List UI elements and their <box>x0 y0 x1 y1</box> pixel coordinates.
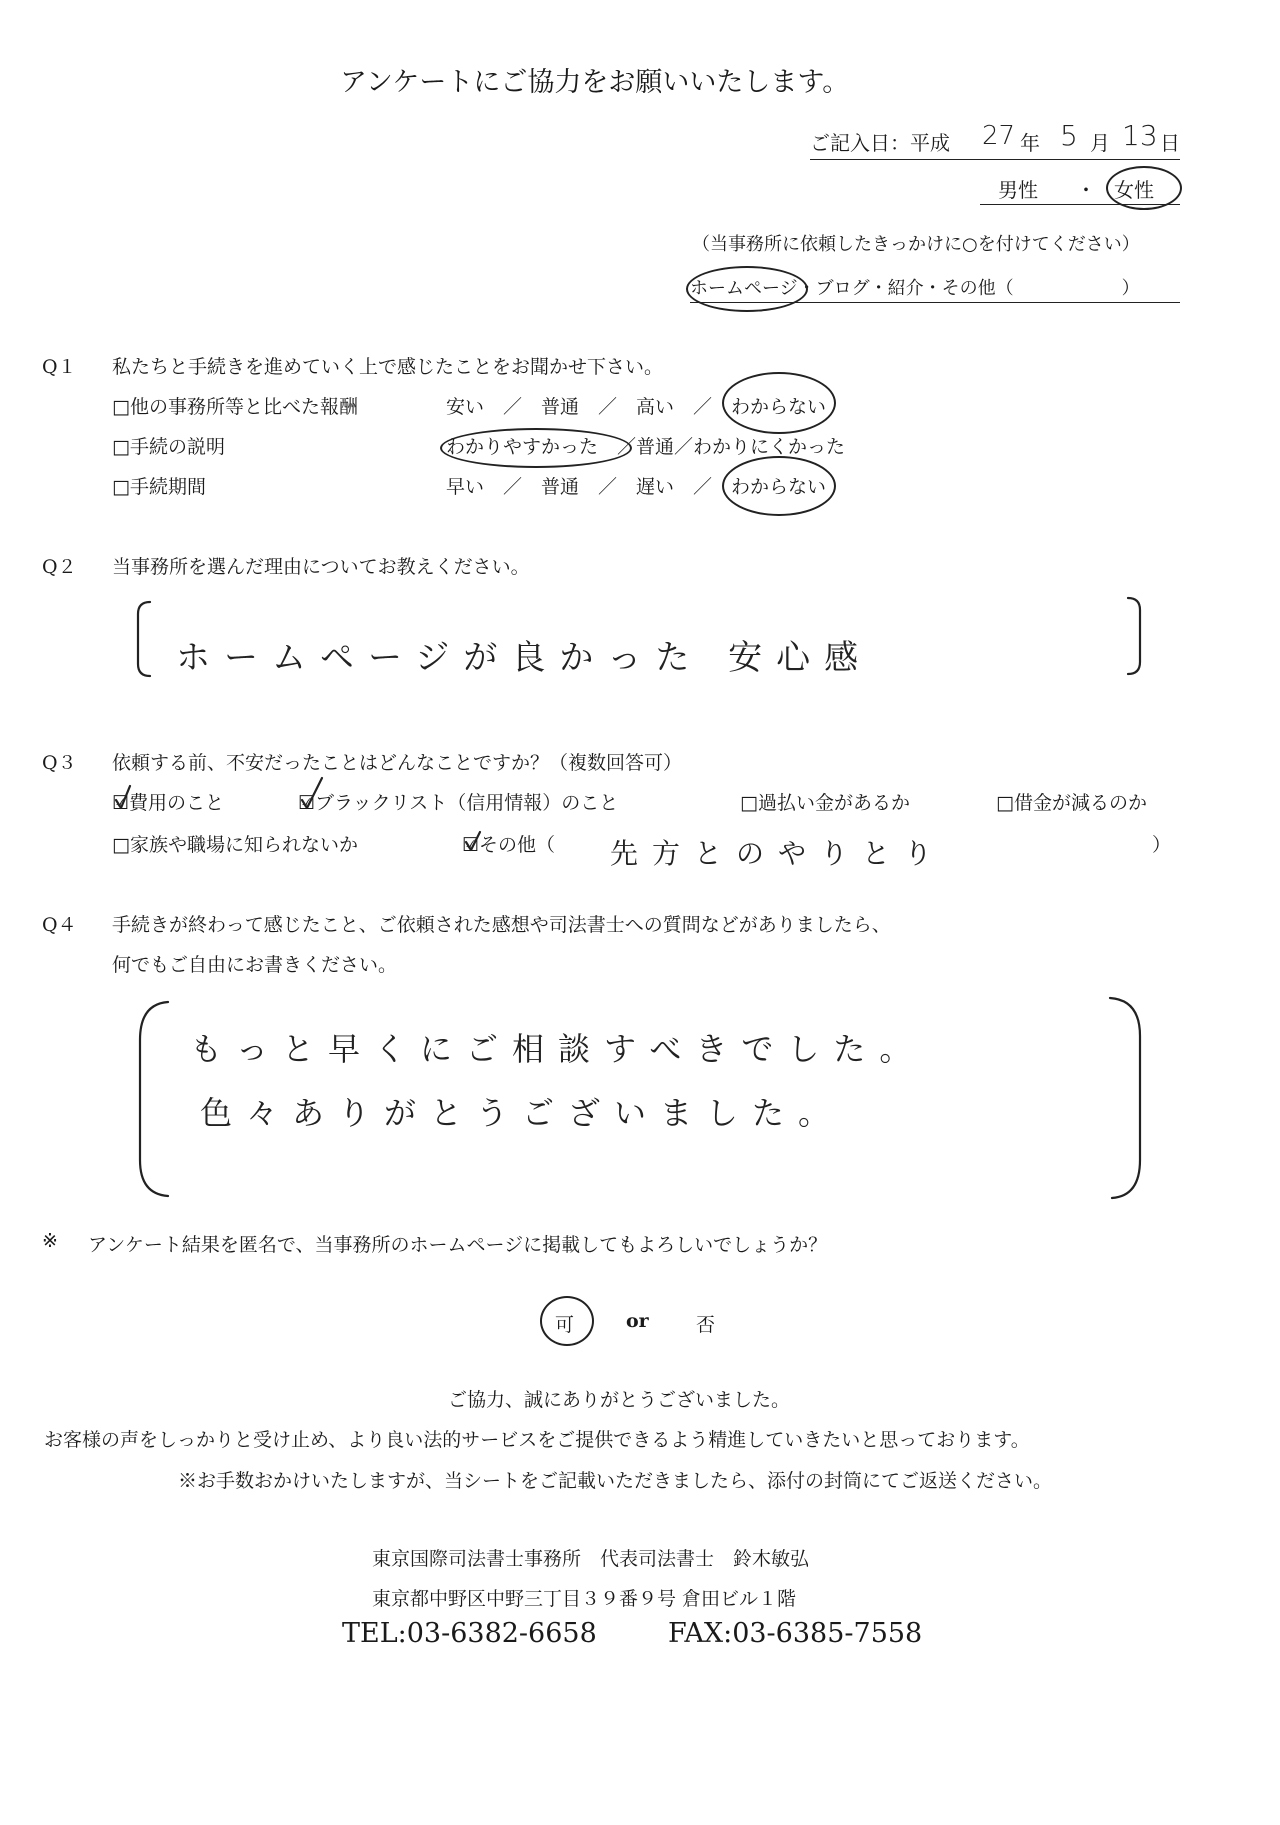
trigger-options-text: ホームページ・ブログ・紹介・その他（ ） <box>690 278 1140 299</box>
office-address: 東京都中野区中野三丁目３９番９号 倉田ビル１階 <box>372 1588 797 1610</box>
office-name: 東京国際司法書士事務所 代表司法書士 鈴木敏弘 <box>372 1548 810 1570</box>
month-label: 月 <box>1090 131 1110 155</box>
q4-answer-line1: もっと早くにご相談すべきでした。 <box>190 1030 926 1068</box>
consent-no[interactable]: 否 <box>696 1314 716 1336</box>
date-label: ご記入日：平成 <box>810 131 950 155</box>
q3-option-overpayment[interactable]: □過払い金があるか <box>740 792 910 814</box>
trigger-instruction: （当事務所に依頼したきっかけに○を付けてください） <box>692 234 1140 255</box>
q3-option-family-work[interactable]: □家族や職場に知られないか <box>112 834 358 856</box>
q3-question: 依頼する前、不安だったことはどんなことですか？（複数回答可） <box>112 752 683 774</box>
date-month: 5 <box>1060 119 1078 152</box>
q3-other-close-paren: ） <box>1152 834 1172 856</box>
q1-row-explanation-label[interactable]: □手続の説明 <box>112 436 225 458</box>
gender-female[interactable]: 女性 <box>1114 178 1154 202</box>
q1-number: Q１ <box>42 356 77 378</box>
period-unknown-circle <box>722 456 836 516</box>
q1-row-fee-options: 安い ／ 普通 ／ 高い ／ わからない <box>446 396 827 418</box>
footer-thanks: ご協力、誠にありがとうございました。 <box>448 1389 791 1411</box>
office-tel: TEL:03-6382-6658 <box>342 1618 597 1649</box>
gender-male[interactable]: 男性 <box>998 178 1038 202</box>
q1-row-period-options: 早い ／ 普通 ／ 遅い ／ わからない <box>446 476 827 498</box>
q3-option-blacklist[interactable]: ☑ブラックリスト（信用情報）のこと <box>298 792 619 814</box>
q2-right-bracket <box>1128 598 1140 674</box>
q3-option-other[interactable]: ☑その他（ <box>462 834 556 856</box>
day-label: 日 <box>1160 131 1180 155</box>
q2-number: Q２ <box>42 556 77 578</box>
q2-answer: ホームページが良かった 安心感 <box>176 638 873 678</box>
q4-number: Q４ <box>42 914 77 936</box>
q3-number: Q３ <box>42 752 77 774</box>
consent-or: or <box>626 1310 649 1332</box>
consent-yes[interactable]: 可 <box>555 1314 575 1336</box>
female-selection-circle <box>1106 166 1182 210</box>
footer-message: お客様の声をしっかりと受け止め、より良い法的サービスをご提供できるよう精進していきたいと思っております。 <box>44 1429 1030 1451</box>
date-day: 13 <box>1122 119 1158 152</box>
q4-question-line2: 何でもご自由にお書きください。 <box>112 954 398 976</box>
q1-question: 私たちと手続きを進めていく上で感じたことをお聞かせ下さい。 <box>112 356 664 378</box>
q4-left-bracket <box>140 1002 168 1196</box>
q1-row-period-label[interactable]: □手続期間 <box>112 476 206 498</box>
date-line <box>810 119 1180 160</box>
q4-right-bracket <box>1110 998 1140 1198</box>
consent-question: アンケート結果を匿名で、当事務所のホームページに掲載してもよろしいでしょうか？ <box>88 1234 828 1256</box>
q2-left-bracket <box>138 602 150 676</box>
date-year: 27 <box>982 121 1016 151</box>
survey-title: アンケートにご協力をお願いいたします。 <box>340 67 850 98</box>
q3-option-cost[interactable]: ☑費用のこと <box>112 792 225 814</box>
q3-option-debt-reduction[interactable]: □借金が減るのか <box>996 792 1147 814</box>
q2-question: 当事務所を選んだ理由についてお教えください。 <box>112 556 530 578</box>
explanation-clear-circle <box>440 428 632 468</box>
q1-row-explanation-options: わかりやすかった ／普通／わかりにくかった <box>446 436 846 458</box>
gender-separator: ・ <box>1076 178 1096 202</box>
footer-note: ※お手数おかけいたしますが、当シートをご記載いただきましたら、添付の封筒にてご返送ください。 <box>178 1470 1053 1492</box>
year-label: 年 <box>1020 131 1040 155</box>
q4-answer-line2: 色々ありがとうございました。 <box>200 1094 845 1132</box>
fee-unknown-circle <box>722 372 836 434</box>
q1-row-fee-label[interactable]: □他の事務所等と比べた報酬 <box>112 396 358 418</box>
consent-yes-circle <box>540 1296 594 1346</box>
homepage-selection-circle <box>686 266 808 312</box>
consent-mark: ※ <box>42 1230 58 1252</box>
q3-other-answer: 先方とのやりとり <box>610 837 947 870</box>
office-fax: FAX:03-6385-7558 <box>668 1618 923 1649</box>
q4-question-line1: 手続きが終わって感じたこと、ご依頼された感想や司法書士への質問などがありましたら、 <box>112 914 891 936</box>
